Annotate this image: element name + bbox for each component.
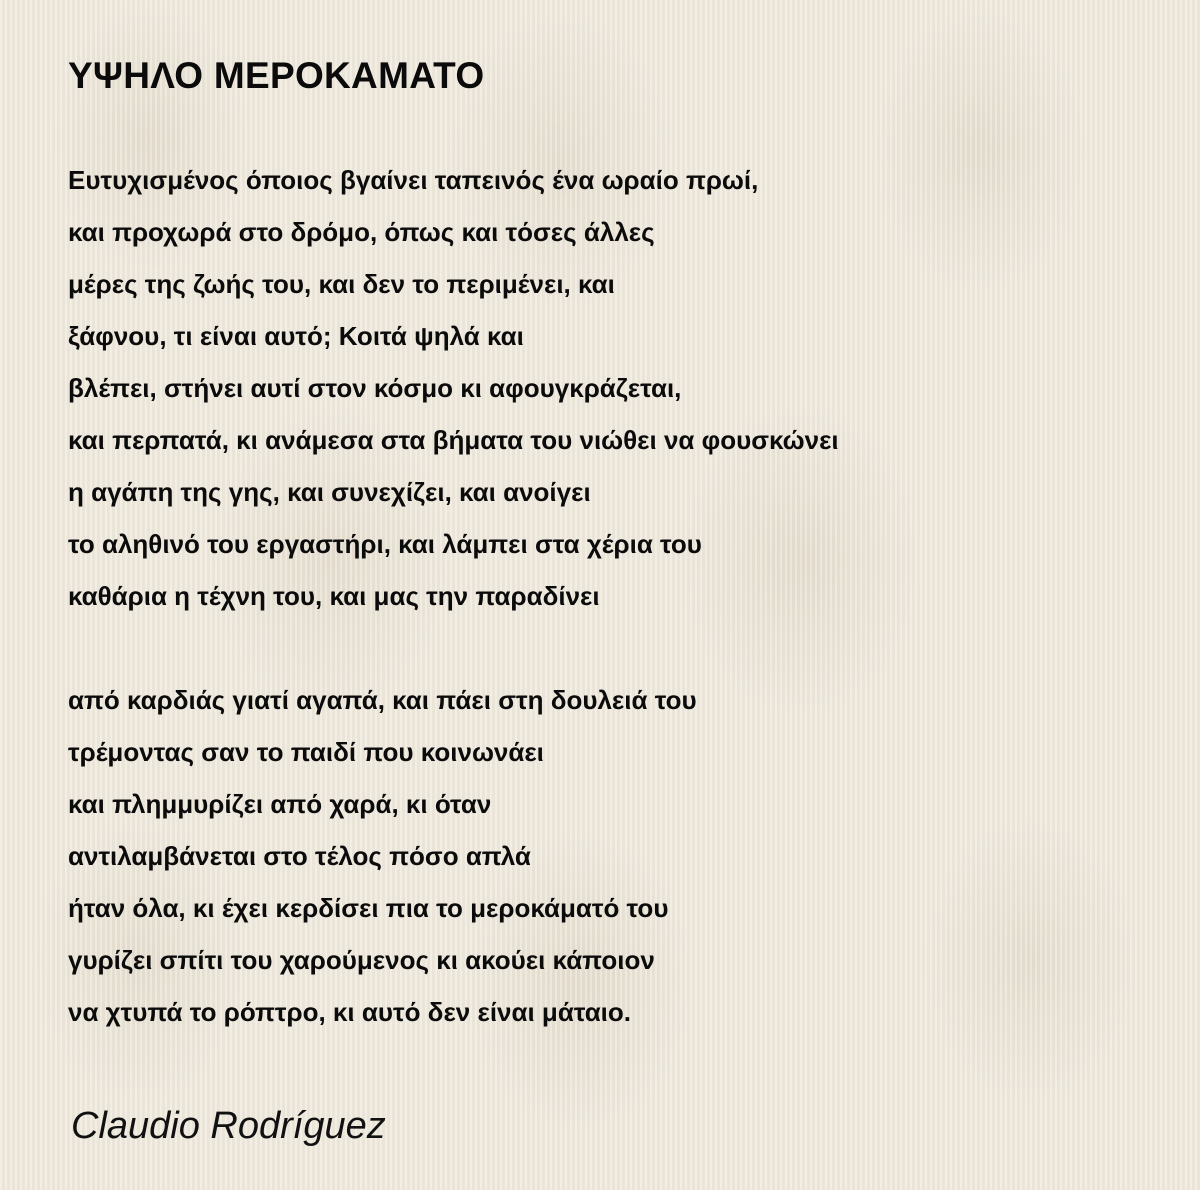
stanza-1 [68, 154, 1168, 622]
stanza-2 [68, 674, 1168, 1038]
poem-line: η αγάπη της γης, και συνεχίζει, και ανοίγει [68, 477, 591, 507]
poem-line: βλέπει, στήνει αυτί στον κόσμο κι αφουγκράζεται, [68, 373, 682, 403]
poem-line: ήταν όλα, κι έχει κερδίσει πια το μεροκάματό του [68, 893, 669, 923]
poem-line: και πλημμυρίζει από χαρά, κι όταν [68, 789, 492, 819]
poem-line: Ευτυχισμένος όποιος βγαίνει ταπεινός ένα ωραίο πρωί, [68, 165, 759, 195]
poem-line: και προχωρά στο δρόμο, όπως και τόσες άλλες [68, 217, 655, 247]
poem-line: καθάρια η τέχνη του, και μας την παραδίνει [68, 581, 600, 611]
poem-line: μέρες της ζωής του, και δεν το περιμένει, και [68, 269, 615, 299]
poem-line: από καρδιάς γιατί αγαπά, και πάει στη δουλειά του [68, 685, 697, 715]
poem-line: να χτυπά το ρόπτρο, κι αυτό δεν είναι μάταιο. [68, 997, 632, 1027]
poem-line: τρέμοντας σαν το παιδί που κοινωνάει [68, 737, 544, 767]
poem-line: ξάφνου, τι είναι αυτό; Κοιτά ψηλά και [68, 321, 524, 351]
poem-line: το αληθινό του εργαστήρι, και λάμπει στα χέρια του [68, 529, 702, 559]
poem-author: Claudio Rodríguez [71, 1105, 386, 1147]
poem-line: γυρίζει σπίτι του χαρούμενος κι ακούει κάποιον [68, 945, 655, 975]
poem-line: αντιλαμβάνεται στο τέλος πόσο απλά [68, 841, 531, 871]
poem-title: ΥΨΗΛΟ ΜΕΡΟΚΑΜΑΤΟ [68, 55, 485, 96]
poem-line: και περπατά, κι ανάμεσα στα βήματα του νιώθει να φουσκώνει [68, 425, 839, 455]
poem-container [68, 50, 1168, 1152]
